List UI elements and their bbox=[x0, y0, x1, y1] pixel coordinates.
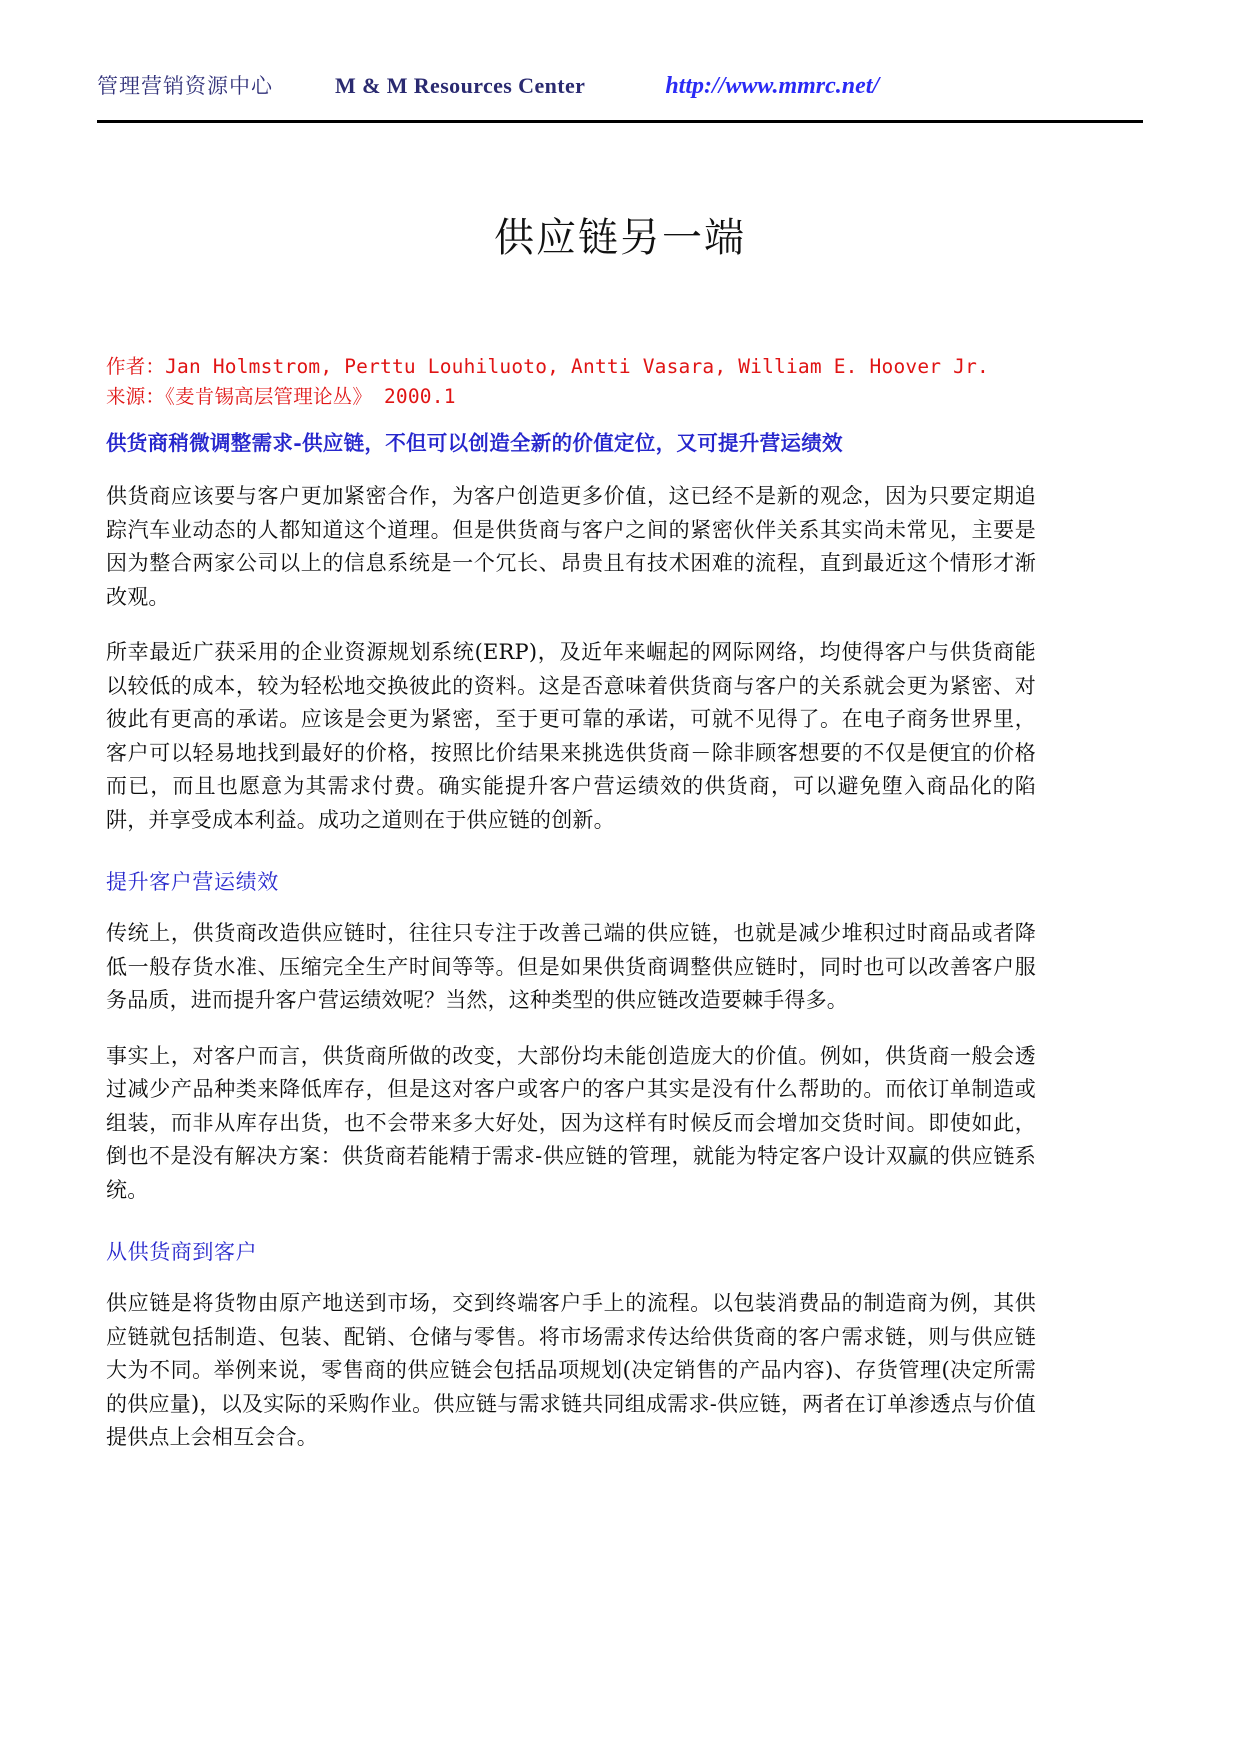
body-paragraph-1: 供货商应该要与客户更加紧密合作，为客户创造更多价值，这已经不是新的观念，因为只要定期追踪汽车业动态的人都知道这个道理。但是供货商与客户之间的紧密伙伴关系其实尚未常见，主要是因为整合两家公司以上的信息系统是一个冗长、昂贵且有技术困难的流程，直到最近这个情形才渐改观。 bbox=[106, 484, 1036, 609]
document-body bbox=[106, 352, 1036, 1476]
site-name-chinese: 管理营销资源中心 bbox=[97, 74, 273, 98]
site-url-link[interactable]: http://www.mmrc.net/ bbox=[665, 73, 880, 99]
header-divider-rule bbox=[97, 120, 1143, 123]
document-title: 供应链另一端 bbox=[494, 215, 746, 261]
body-paragraph-2: 所幸最近广获采用的企业资源规划系统(ERP)，及近年来崛起的网际网络，均使得客户与供货商能以较低的成本，较为轻松地交换彼此的资料。这是否意味着供货商与客户的关系就会更为紧密、对彼此有更高的承诺。应该是会更为紧密，至于更可靠的承诺，可就不见得了。在电子商务世界里，客户可以轻易地找到最好的价格，按照比价结果来挑选供货商－除非顾客想要的不仅是便宜的价格而已，而且也愿意为其需求付费。确实能提升客户营运绩效的供货商，可以避免堕入商品化的陷阱，并享受成本利益。成功之道则在于供应链的创新。 bbox=[106, 640, 1036, 832]
body-paragraph-3: 传统上，供货商改造供应链时，往往只专注于改善己端的供应链，也就是减少堆积过时商品或者降低一般存货水准、压缩完全生产时间等等。但是如果供货商调整供应链时，同时也可以改善客户服务品质，进而提升客户营运绩效呢？当然，这种类型的供应链改造要棘手得多。 bbox=[106, 921, 1036, 1012]
article-subtitle: 供货商稍微调整需求-供应链，不但可以创造全新的价值定位，又可提升营运绩效 bbox=[106, 431, 843, 455]
source-line: 来源：《麦肯锡高层管理论丛》 2000.1 bbox=[106, 385, 456, 408]
body-paragraph-4: 事实上，对客户而言，供货商所做的改变，大部份均未能创造庞大的价值。例如，供货商一般会透过减少产品种类来降低库存，但是这对客户或客户的客户其实是没有什么帮助的。而依订单制造或组装，而非从库存出货，也不会带来多大好处，因为这样有时候反而会增加交货时间。即使如此，倒也不是没有解决方案：供货商若能精于需求-供应链的管理，就能为特定客户设计双赢的供应链系统。 bbox=[106, 1043, 1036, 1202]
header-row bbox=[97, 70, 1143, 116]
author-line: 作者：Jan Holmstrom, Perttu Louhiluoto, Antti Vasara, William E. Hoover Jr. bbox=[106, 355, 989, 378]
section-heading-1: 提升客户营运绩效 bbox=[106, 870, 279, 894]
section-heading-2: 从供货商到客户 bbox=[106, 1240, 258, 1264]
site-name-english: M & M Resources Center bbox=[335, 73, 586, 98]
body-paragraph-5: 供应链是将货物由原产地送到市场，交到终端客户手上的流程。以包装消费品的制造商为例，其供应链就包括制造、包装、配销、仓储与零售。将市场需求传达给供货商的客户需求链，则与供应链大为不同。举例来说，零售商的供应链会包括品项规划(决定销售的产品内容)、存货管理(决定所需的供应量)，以及实际的采购作业。供应链与需求链共同组成需求-供应链，两者在订单渗透点与价值提供点上会相互会合。 bbox=[106, 1291, 1036, 1449]
page-header bbox=[97, 70, 1143, 126]
article-metadata bbox=[106, 352, 1036, 412]
